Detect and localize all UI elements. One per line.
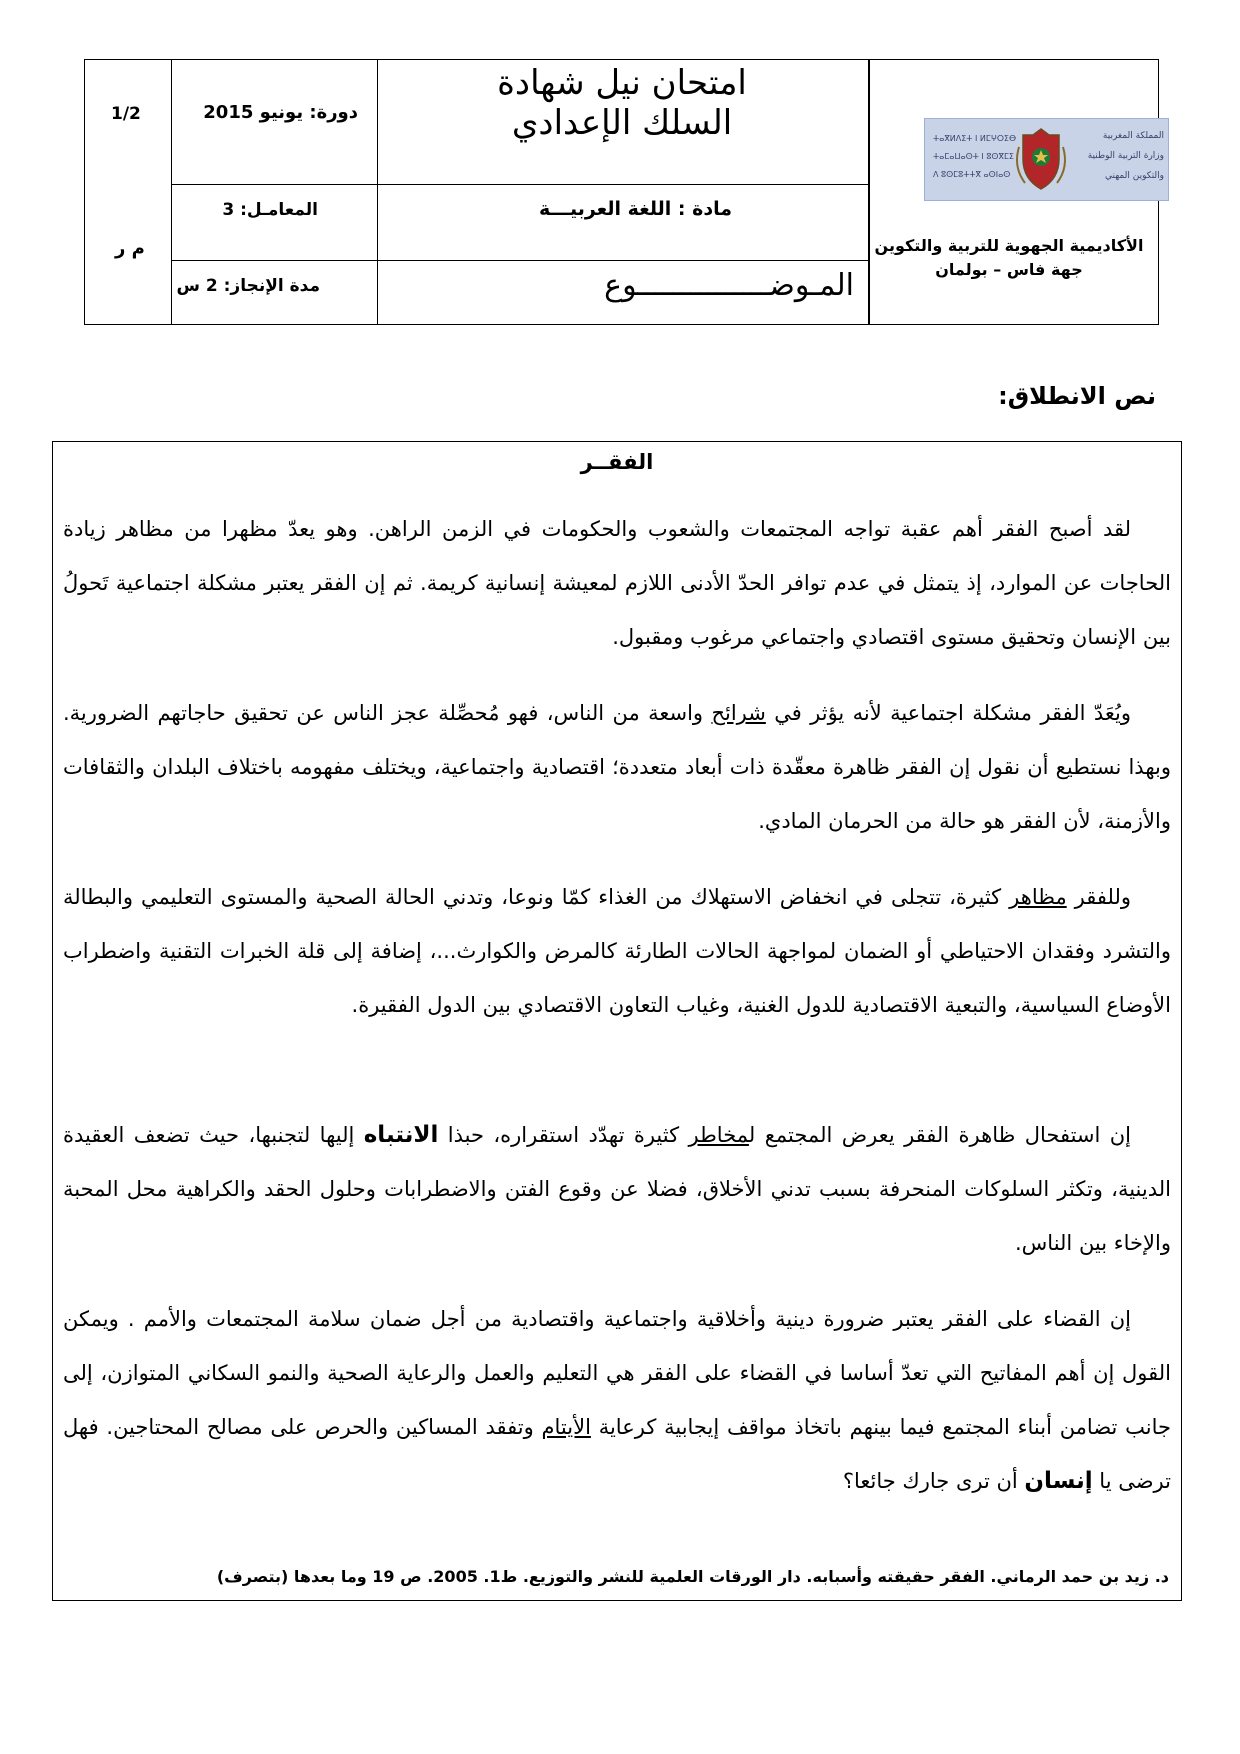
underlined-word: مظاهر [1009, 885, 1067, 909]
side-code: م ر [115, 238, 145, 259]
exam-session [203, 102, 358, 123]
topic-label: المـوضـــــــــــــــوع [604, 268, 854, 303]
header-divider [171, 260, 869, 261]
ministry-logo [924, 118, 1169, 201]
paragraph-2: ويُعَدّ الفقر مشكلة اجتماعية لأنه يؤثر في شرائح واسعة من الناس، فهو مُحصِّلة عجز الناس عن تحقيق حاجاتهم الضرورية. وبهذا نستطيع أن نقول إن الفقر ظاهرة معقّدة ذات أبعاد متعددة؛ اقتصادية واجتماعية، ويختلف مفهومه باختلاف البلدان والثقافات والأزمنة، لأن الفقر هو حالة من الحرمان المادي. [63, 701, 1171, 833]
section-heading: نص الانطلاق: [998, 382, 1156, 410]
svg-text:ⵜⴰⴳⵍⴷⵉⵜ ⵏ ⵍⵎⵖⵔⵉⴱ: ⵜⴰⴳⵍⴷⵉⵜ ⵏ ⵍⵎⵖⵔⵉⴱ [933, 134, 1017, 143]
exam-header-table [84, 59, 1164, 325]
coefficient: المعامـل: 3 [222, 200, 318, 220]
logo-text-line: المملكة المغربية [1102, 131, 1164, 141]
text-title: الفقــر [580, 450, 654, 474]
header-divider [869, 60, 870, 324]
paragraph-3: وللفقر مظاهر كثيرة، تتجلى في انخفاض الاستهلاك من الغذاء كمّا ونوعا، وتدني الحالة الصحية والمستوى التعليمي والبطالة والتشرد وفقدان الاحتياطي أو الضمان لمواجهة الحالات الطارئة كالمرض والكوارث...، إضافة إلى قلة الخبرات التقنية واضطراب الأوضاع السياسية، والتبعية الاقتصادية للدول الغنية، وغياب التعاون الاقتصادي بين الدول الفقيرة. [63, 885, 1171, 1017]
reading-text-box [52, 441, 1182, 1601]
underlined-word: مخاطر [688, 1123, 749, 1147]
logo-text-line: والتكوين المهني [1105, 171, 1164, 181]
bold-word: إنسان [1024, 1468, 1093, 1494]
duration: مدة الإنجاز: 2 س [176, 276, 320, 296]
svg-text:ⵜⴰⵎⴰⵡⴰⵙⵜ ⵏ ⵓⵙⴳⵎⵉ: ⵜⴰⵎⴰⵡⴰⵙⵜ ⵏ ⵓⵙⴳⵎⵉ [933, 152, 1014, 161]
header-divider [171, 60, 172, 324]
academy-name: الأكاديمية الجهوية للتربية والتكوين [874, 236, 1144, 255]
session-value: يونيو 2015 [203, 102, 304, 123]
exam-title-line2: السلك الإعدادي [511, 103, 733, 143]
page-number: 1/2 [111, 104, 141, 124]
bold-word: الانتباه [363, 1122, 439, 1148]
exam-title-line1: امتحان نيل شهادة [497, 63, 747, 103]
session-label: دورة: [309, 102, 358, 123]
subject: مادة : اللغة العربيـــة [538, 198, 732, 220]
academy-region: جهة فاس – بولمان [935, 260, 1083, 279]
header-divider [171, 184, 869, 185]
underlined-word: الأيتام [541, 1415, 591, 1439]
paragraph-4: إن استفحال ظاهرة الفقر يعرض المجتمع لمخاطر كثيرة تهدّد استقراره، حبذا الانتباه إليها لتجنبها، حيث تضعف العقيدة الدينية، وتكثر السلوكات المنحرفة بسبب تدني الأخلاق، فضلا عن وقوع الفتن والاضطرابات وحلول الحقد والكراهية محل المحبة والإخاء بين الناس. [63, 1122, 1171, 1255]
paragraph-5: إن القضاء على الفقر يعتبر ضرورة دينية وأخلاقية واجتماعية واقتصادية من أجل ضمان سلامة المجتمعات والأمم . ويمكن القول إن أهم المفاتيح التي تعدّ أساسا في القضاء على الفقر هي التعليم والعمل والرعاية الصحية والنمو السكاني المتوازن، إلى جانب تضامن أبناء المجتمع فيما بينهم باتخاذ مواقف إيجابية كرعاية الأيتام وتفقد المساكين والحرص على مصالح المحتاجين. فهل ترضى يا إنسان أن ترى جارك جائعا؟ [63, 1307, 1172, 1494]
paragraph-1: لقد أصبح الفقر أهم عقبة تواجه المجتمعات والشعوب والحكومات في الزمن الراهن. وهو يعدّ مظهرا من مظاهر زيادة الحاجات عن الموارد، إذ يتمثل في عدم توافر الحدّ الأدنى اللازم لمعيشة إنسانية كريمة. ثم إن الفقر يعتبر مشكلة اجتماعية تَحولُ بين الإنسان وتحقيق مستوى اقتصادي واجتماعي مرغوب ومقبول. [63, 517, 1171, 649]
source-citation: د. زيد بن حمد الرماني. الفقر حقيقته وأسبابه. دار الورقات العلمية للنشر والتوزيع. ط1. 2005. ص 19 وما بعدها (بتصرف) [216, 1567, 1169, 1586]
logo-text-line: وزارة التربية الوطنية [1087, 151, 1164, 161]
svg-text:ⴷ ⵓⵙⵎⵓⵜⵜⴳ ⴰⵙⵏⴰⵙ: ⴷ ⵓⵙⵎⵓⵜⵜⴳ ⴰⵙⵏⴰⵙ [933, 170, 1011, 179]
underlined-word: شرائح [711, 701, 766, 725]
